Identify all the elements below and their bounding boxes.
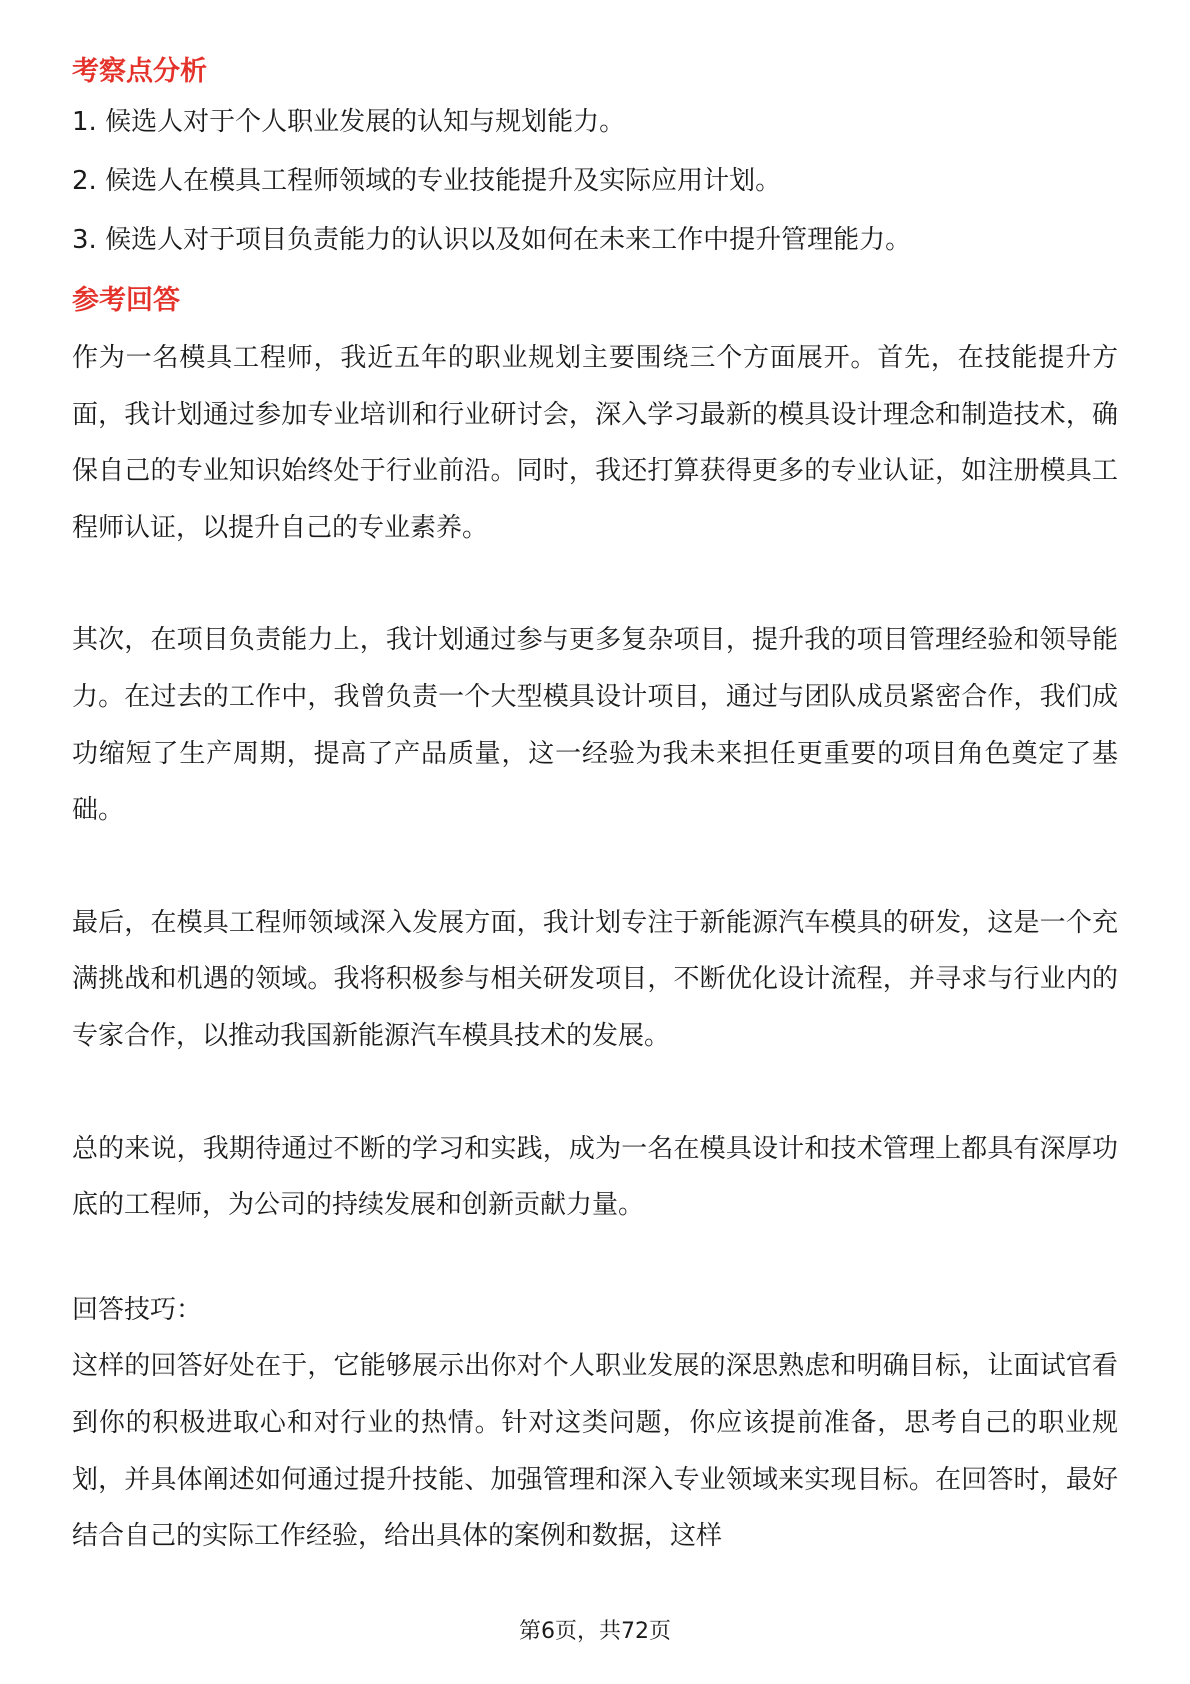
tips-label: 回答技巧： xyxy=(72,1294,203,1325)
answer-paragraph: 最后，在模具工程师领域深入发展方面，我计划专注于新能源汽车模具的研发，这是一个充满挑战和机遇的领域。我将积极参与相关研发项目，不断优化设计流程，并寻求与行业内的专家合作，以推动我国新能源汽车模具技术的发展。 xyxy=(72,907,1118,1051)
answer-paragraph: 其次，在项目负责能力上，我计划通过参与更多复杂项目，提升我的项目管理经验和领导能力。在过去的工作中，我曾负责一个大型模具设计项目，通过与团队成员紧密合作，我们成功缩短了生产周期，提高了产品质量，这一经验为我未来担任更重要的项目角色奠定了基础。 xyxy=(72,625,1118,826)
analysis-item: 1. 候选人对于个人职业发展的认知与规划能力。 xyxy=(72,107,626,137)
section-title-analysis: 考察点分析 xyxy=(72,56,207,87)
document-page xyxy=(72,50,1118,1565)
analysis-item: 3. 候选人对于项目负责能力的认识以及如何在未来工作中提升管理能力。 xyxy=(72,225,912,255)
tips-paragraph: 这样的回答好处在于，它能够展示出你对个人职业发展的深思熟虑和明确目标，让面试官看到你的积极进取心和对行业的热情。针对这类问题，你应该提前准备，思考自己的职业规划，并具体阐述如何通过提升技能、加强管理和深入专业领域来实现目标。在回答时，最好结合自己的实际工作经验，给出具体的案例和数据，这样 xyxy=(72,1351,1118,1552)
analysis-item: 2. 候选人在模具工程师领域的专业技能提升及实际应用计划。 xyxy=(72,166,782,196)
answer-paragraph: 作为一名模具工程师，我近五年的职业规划主要围绕三个方面展开。首先，在技能提升方面，我计划通过参加专业培训和行业研讨会，深入学习最新的模具设计理念和制造技术，确保自己的专业知识始终处于行业前沿。同时，我还打算获得更多的专业认证，如注册模具工程师认证，以提升自己的专业素养。 xyxy=(72,343,1118,543)
answer-paragraph: 总的来说，我期待通过不断的学习和实践，成为一名在模具设计和技术管理上都具有深厚功底的工程师，为公司的持续发展和创新贡献力量。 xyxy=(72,1133,1118,1221)
section-title-reference-answer: 参考回答 xyxy=(72,285,180,316)
page-number: 第6页，共72页 xyxy=(519,1619,671,1644)
